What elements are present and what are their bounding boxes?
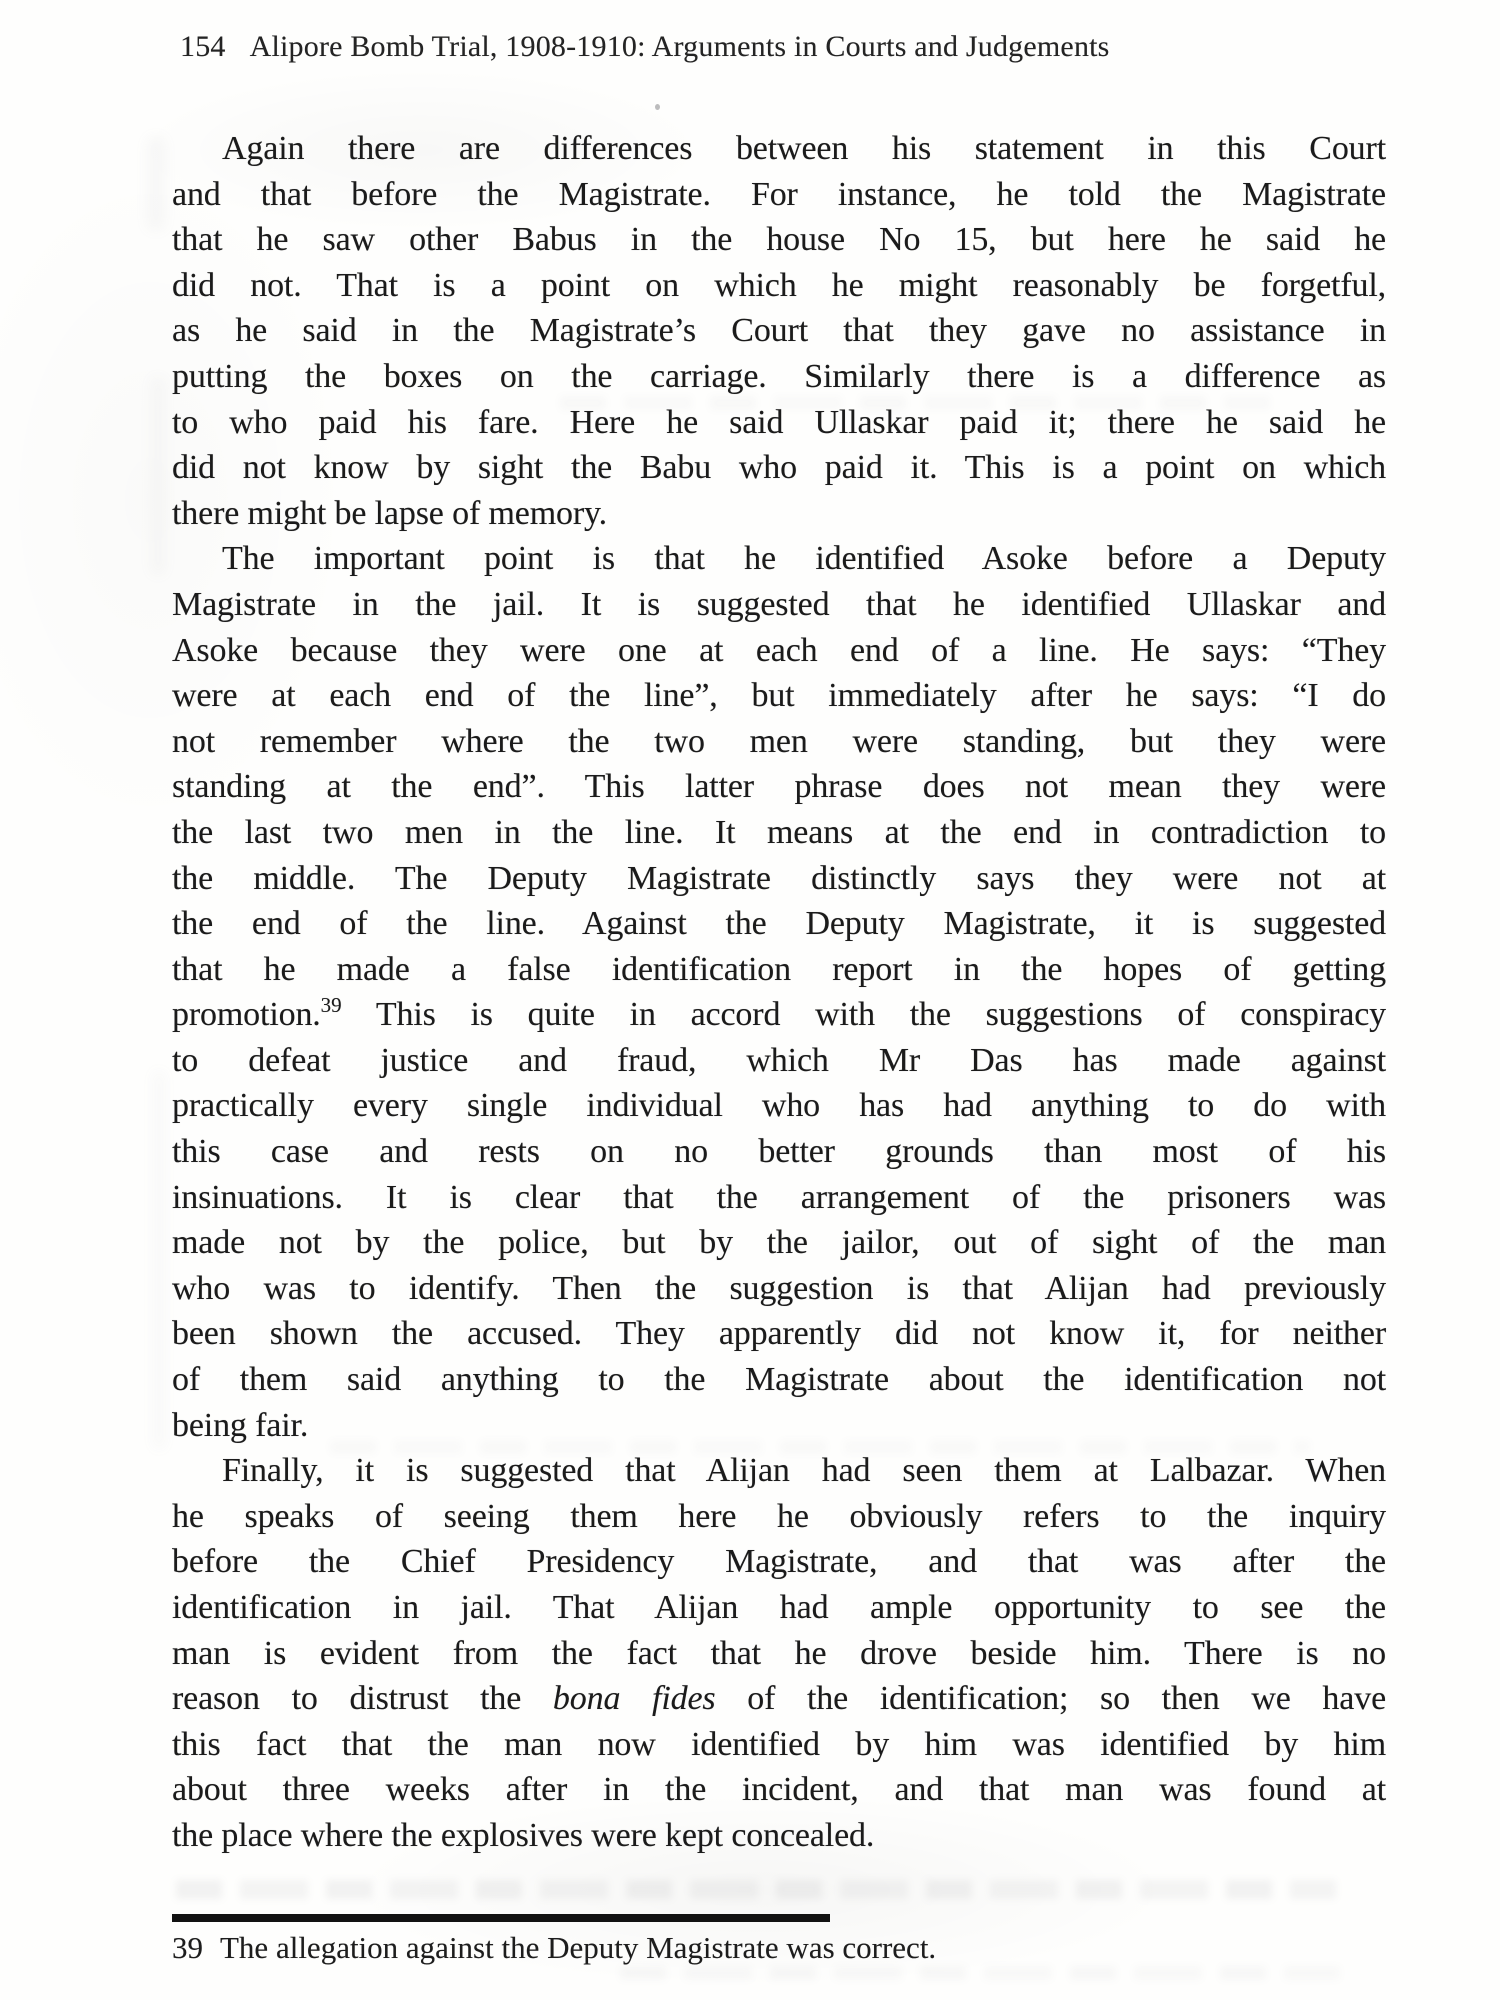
text-line: made not by the police, but by the jailor, out of sight of the man (172, 1224, 1386, 1262)
footnote-number: 39 (172, 1930, 203, 1965)
text-line: that he saw other Babus in the house No 15, but here he said he (172, 221, 1386, 259)
scan-artifact (152, 1070, 166, 1450)
text-line: did not know by sight the Babu who paid it. This is a point on which (172, 449, 1386, 487)
text-line: this fact that the man now identified by him was identified by him (172, 1725, 1386, 1763)
text-line: Asoke because they were one at each end of a line. He says: “They (172, 631, 1386, 669)
footnote-rule (172, 1914, 830, 1922)
footnote-text: The allegation against the Deputy Magistrate was correct. (220, 1930, 937, 1965)
text-line: practically every single individual who has had anything to do with (172, 1087, 1386, 1125)
text-line: man is evident from the fact that he drove beside him. There is no (172, 1634, 1386, 1672)
paragraph (172, 126, 1386, 536)
text-line: did not. That is a point on which he might reasonably be forgetful, (172, 266, 1386, 304)
text-line: The important point is that he identified Asoke before a Deputy (222, 540, 1386, 578)
text-line: the end of the line. Against the Deputy Magistrate, it is suggested (172, 905, 1386, 943)
paragraph (172, 1448, 1386, 1858)
text-line: being fair. (172, 1406, 309, 1444)
text-line: as he said in the Magistrate’s Court that they gave no assistance in (172, 312, 1386, 350)
text-line: the place where the explosives were kept concealed. (172, 1816, 875, 1854)
text-line: reason to distrust the bona fides of the identification; so then we have (172, 1680, 1387, 1718)
text-line: putting the boxes on the carriage. Similarly there is a difference as (172, 357, 1386, 395)
text-line: Finally, it is suggested that Alijan had seen them at Lalbazar. When (222, 1452, 1386, 1490)
text-line: that he made a false identification report in the hopes of getting (172, 950, 1386, 988)
text-line: identification in jail. That Alijan had ample opportunity to see the (172, 1589, 1386, 1626)
footnote-reference: 39 (320, 993, 342, 1018)
text-line: been shown the accused. They apparently did not know it, for neither (172, 1315, 1386, 1353)
text-line: were at each end of the line”, but immediately after he says: “I do (172, 677, 1386, 715)
text-line: about three weeks after in the incident, and that man was found at (172, 1771, 1386, 1809)
page-header (180, 30, 1110, 64)
scan-speck (655, 104, 660, 110)
text-line: this case and rests on no better grounds than most of his (172, 1133, 1386, 1171)
text-line: before the Chief Presidency Magistrate, and that was after the (172, 1543, 1386, 1581)
text-line: to defeat justice and fraud, which Mr Das has made against (172, 1041, 1386, 1079)
text-line: to who paid his fare. Here he said Ullaskar paid it; there he said he (172, 403, 1386, 441)
text-line: of them said anything to the Magistrate about the identification not (172, 1361, 1386, 1399)
page-number: 154 (180, 30, 226, 63)
text-line: there might be lapse of memory. (172, 494, 608, 532)
body-text (172, 126, 1386, 1859)
paragraph (172, 536, 1386, 1448)
text-line: and that before the Magistrate. For instance, he told the Magistrate (172, 175, 1386, 213)
text-line: he speaks of seeing them here he obviously refers to the inquiry (172, 1497, 1386, 1535)
scan-artifact (146, 136, 166, 231)
text-line: who was to identify. Then the suggestion is that Alijan had previously (172, 1269, 1386, 1307)
text-line: the middle. The Deputy Magistrate distinctly says they were not at (172, 859, 1386, 897)
text-line: standing at the end”. This latter phrase does not mean they were (172, 768, 1386, 806)
scan-artifact (150, 376, 166, 576)
text-line: Magistrate in the jail. It is suggested that he identified Ullaskar and (172, 585, 1386, 623)
running-title: Alipore Bomb Trial, 1908-1910: Arguments in Courts and Judgements (249, 30, 1110, 63)
text-line: insinuations. It is clear that the arrangement of the prisoners was (172, 1178, 1386, 1216)
text-line: promotion.$^{39}$ This is quite in accord with the suggestions of conspiracy (172, 993, 1386, 1034)
text-line: Again there are differences between his statement in this Court (222, 130, 1386, 167)
italic-text: bona fides (552, 1680, 716, 1718)
text-line: not remember where the two men were standing, but they were (172, 722, 1386, 760)
scan-artifact (176, 1880, 1336, 1899)
footnote (172, 1930, 936, 1966)
text-line: the last two men in the line. It means at the end in contradiction to (172, 813, 1386, 851)
scan-artifact (620, 1966, 1340, 1980)
